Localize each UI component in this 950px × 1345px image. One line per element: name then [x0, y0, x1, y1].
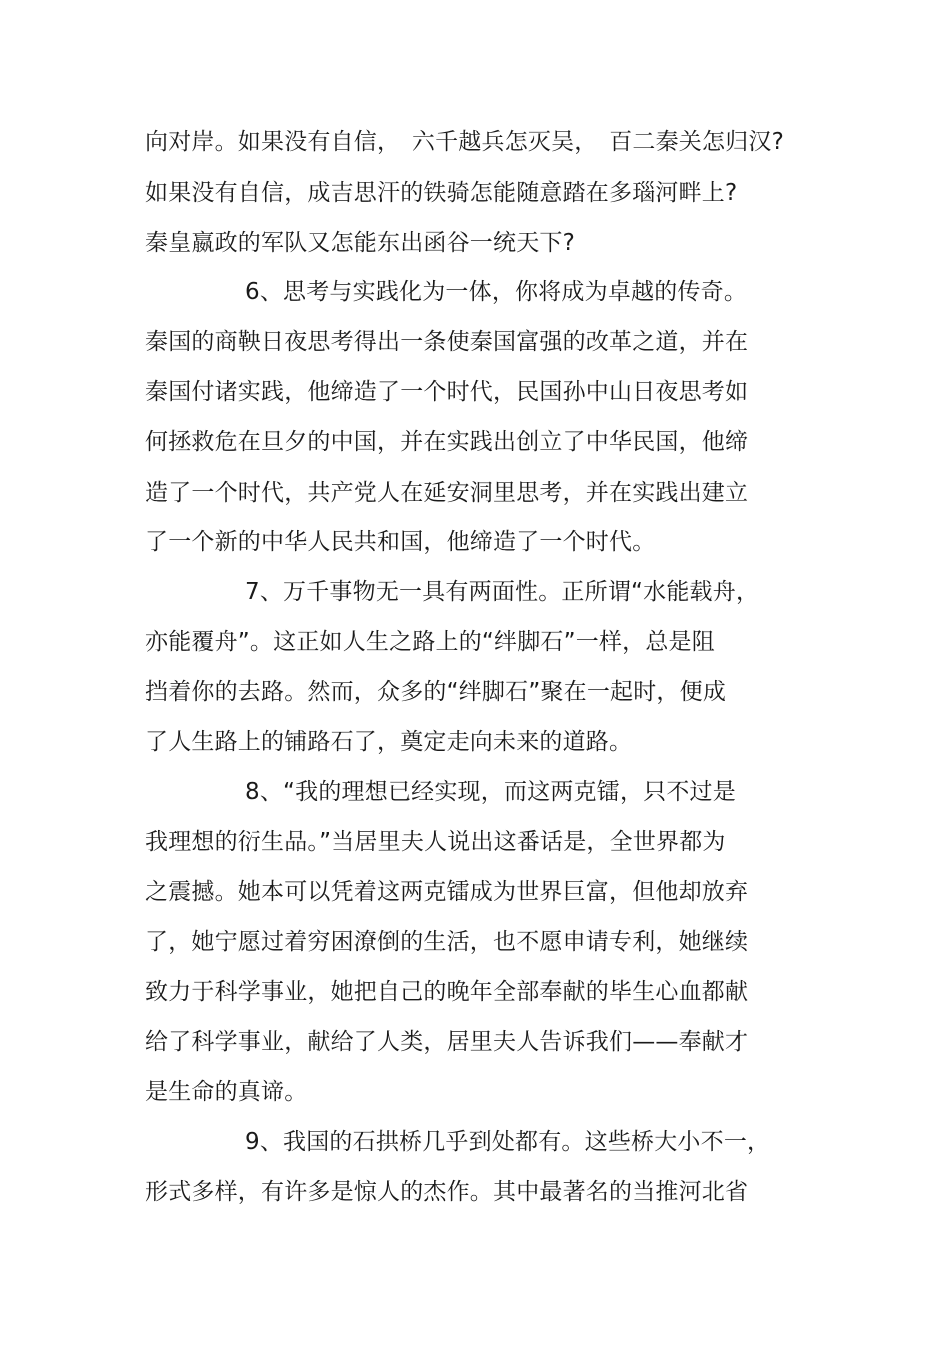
text-line: 秦国的商鞅日夜思考得出一条使秦国富强的改革之道，并在	[145, 329, 749, 355]
text-line: 如果没有自信，成吉思汗的铁骑怎能随意踏在多瑙河畔上?	[145, 180, 738, 206]
text-line: 致力于科学事业，她把自己的晚年全部奉献的毕生心血都献	[145, 979, 749, 1005]
paragraph-heading-6: 6、思考与实践化为一体，你将成为卓越的传奇。	[245, 279, 748, 305]
paragraph-heading-7: 7、万千事物无一具有两面性。正所谓“水能载舟，	[245, 579, 760, 605]
text-line: 形式多样，有许多是惊人的杰作。其中最著名的当推河北省	[145, 1179, 749, 1205]
text-line: 之震撼。她本可以凭着这两克镭成为世界巨富，但他却放弃	[145, 879, 749, 905]
text-line: 秦国付诸实践，他缔造了一个时代，民国孙中山日夜思考如	[145, 379, 749, 405]
text-line: 秦皇嬴政的军队又怎能东出函谷一统天下?	[145, 230, 576, 256]
text-line: 了，她宁愿过着穷困潦倒的生活，也不愿申请专利，她继续	[145, 929, 749, 955]
text-line: 向对岸。如果没有自信， 六千越兵怎灭吴， 百二秦关怎归汉?	[145, 129, 785, 155]
text-line: 挡着你的去路。然而，众多的“绊脚石”聚在一起时，便成	[145, 679, 727, 705]
text-line: 了一个新的中华人民共和国，他缔造了一个时代。	[145, 529, 656, 555]
text-line: 给了科学事业，献给了人类，居里夫人告诉我们——奉献才	[145, 1029, 749, 1055]
paragraph-heading-9: 9、我国的石拱桥几乎到处都有。这些桥大小不一，	[245, 1129, 771, 1155]
text-line: 了人生路上的铺路石了，奠定走向未来的道路。	[145, 729, 633, 755]
text-line: 是生命的真谛。	[145, 1079, 308, 1105]
text-line: 亦能覆舟”。这正如人生之路上的“绊脚石”一样，总是阻	[145, 629, 715, 655]
text-line: 造了一个时代，共产党人在延安洞里思考，并在实践出建立	[145, 480, 749, 506]
paragraph-heading-8: 8、“我的理想已经实现，而这两克镭，只不过是	[245, 779, 736, 805]
text-line: 我理想的衍生品。”当居里夫人说出这番话是，全世界都为	[145, 829, 726, 855]
text-line: 何拯救危在旦夕的中国，并在实践出创立了中华民国，他缔	[145, 429, 749, 455]
